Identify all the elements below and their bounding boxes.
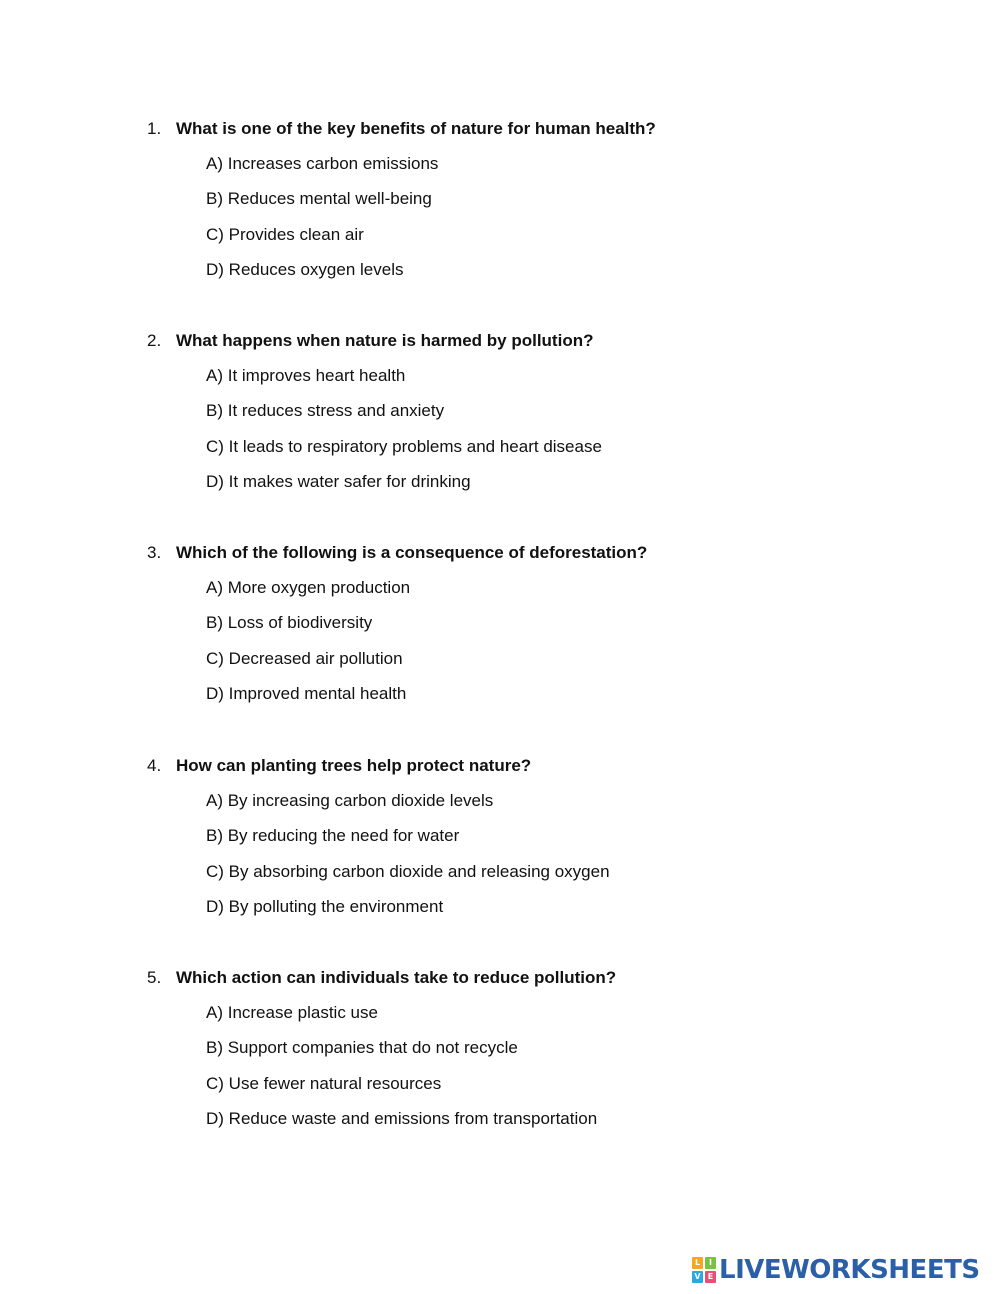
answer-option-c[interactable]: C) Use fewer natural resources: [206, 1074, 442, 1093]
answer-option-b[interactable]: B) It reduces stress and anxiety: [206, 401, 445, 420]
answer-option-a[interactable]: A) Increases carbon emissions: [206, 154, 439, 173]
answer-option-b[interactable]: B) Loss of biodiversity: [206, 613, 373, 632]
question-text: What is one of the key benefits of nature for human health?: [176, 119, 656, 138]
answer-option-d[interactable]: D) It makes water safer for drinking: [206, 472, 471, 491]
question-text: Which of the following is a consequence of deforestation?: [176, 543, 648, 562]
question-number: 4.: [147, 756, 162, 775]
answer-option-d[interactable]: D) Improved mental health: [206, 684, 407, 703]
answer-option-c[interactable]: C) It leads to respiratory problems and heart disease: [206, 437, 602, 456]
answer-option-a[interactable]: A) It improves heart health: [206, 366, 406, 385]
logo-tile: V: [692, 1271, 703, 1283]
liveworksheets-logo-icon: [692, 1257, 716, 1283]
question-text: How can planting trees help protect nature?: [176, 756, 532, 775]
question-text: What happens when nature is harmed by pollution?: [176, 331, 594, 350]
answer-option-c[interactable]: C) Decreased air pollution: [206, 649, 403, 668]
question-number: 1.: [147, 119, 162, 138]
answer-option-b[interactable]: B) Support companies that do not recycle: [206, 1038, 518, 1057]
logo-tile: L: [692, 1257, 703, 1269]
brand-name: LIVEWORKSHEETS: [719, 1255, 980, 1285]
answer-option-a[interactable]: A) More oxygen production: [206, 578, 411, 597]
logo-tile: E: [705, 1271, 716, 1283]
question-text: Which action can individuals take to reduce pollution?: [176, 968, 617, 987]
question-number: 5.: [147, 968, 162, 987]
answer-option-a[interactable]: A) By increasing carbon dioxide levels: [206, 791, 494, 810]
answer-option-d[interactable]: D) By polluting the environment: [206, 897, 444, 916]
answer-option-c[interactable]: C) By absorbing carbon dioxide and releasing oxygen: [206, 862, 610, 881]
answer-option-d[interactable]: D) Reduce waste and emissions from transportation: [206, 1109, 598, 1128]
question-number: 2.: [147, 331, 162, 350]
answer-option-d[interactable]: D) Reduces oxygen levels: [206, 260, 404, 279]
answer-option-c[interactable]: C) Provides clean air: [206, 225, 364, 244]
answer-option-b[interactable]: B) Reduces mental well-being: [206, 189, 432, 208]
liveworksheets-logo: [692, 1255, 980, 1285]
answer-option-a[interactable]: A) Increase plastic use: [206, 1003, 378, 1022]
question-number: 3.: [147, 543, 162, 562]
answer-option-b[interactable]: B) By reducing the need for water: [206, 826, 460, 845]
logo-tile: I: [705, 1257, 716, 1269]
